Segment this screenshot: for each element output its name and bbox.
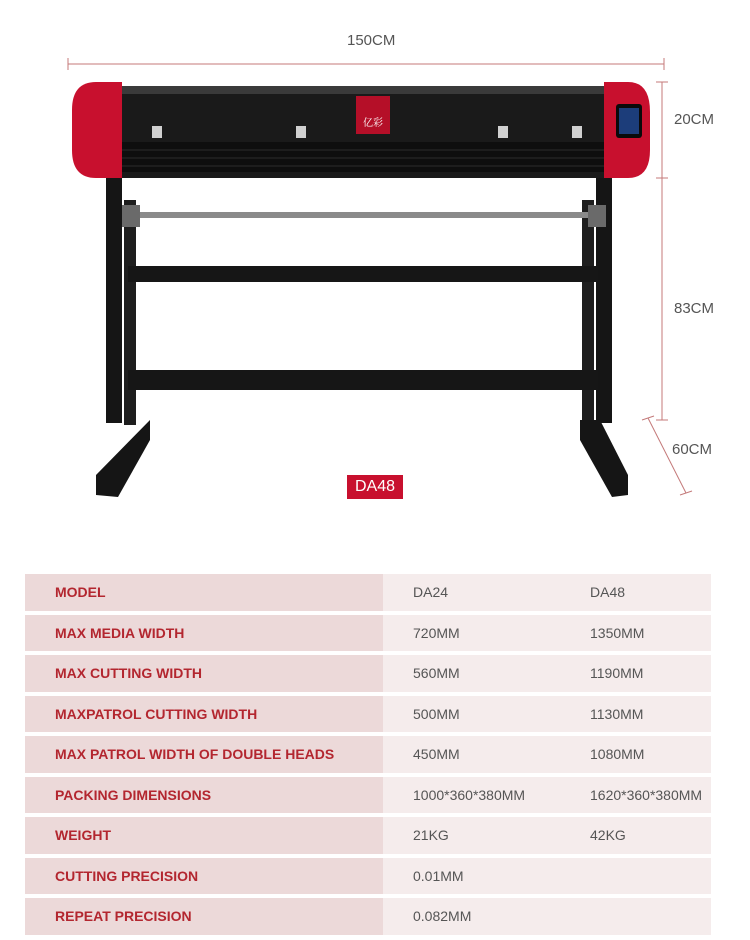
da48-value: DA48 xyxy=(590,574,711,611)
depth-label: 60CM xyxy=(672,441,713,458)
media-rod xyxy=(128,212,598,218)
stand-height-label: 83CM xyxy=(674,300,715,317)
spec-label: CUTTING PRECISION xyxy=(25,858,383,895)
da48-value: 1080MM xyxy=(590,736,711,773)
width-dimension-label: 150CM xyxy=(347,32,396,49)
da24-value: DA24 xyxy=(383,574,590,611)
spec-row xyxy=(25,615,711,652)
head-height-label: 20CM xyxy=(674,111,715,128)
spec-label: MAX PATROL WIDTH OF DOUBLE HEADS xyxy=(25,736,383,773)
spec-label: MAX MEDIA WIDTH xyxy=(25,615,383,652)
da48-value xyxy=(590,858,711,895)
spec-label: MAXPATROL CUTTING WIDTH xyxy=(25,696,383,733)
da24-value: 720MM xyxy=(383,615,590,652)
da48-value: 1130MM xyxy=(590,696,711,733)
da24-value: 500MM xyxy=(383,696,590,733)
da24-value: 0.01MM xyxy=(383,858,590,895)
da48-value: 1620*360*380MM xyxy=(590,777,711,814)
da24-value: 560MM xyxy=(383,655,590,692)
spec-row xyxy=(25,858,711,895)
left-end-cap xyxy=(72,82,122,178)
da24-value: 450MM xyxy=(383,736,590,773)
da24-value: 0.082MM xyxy=(383,898,590,935)
left-leg xyxy=(106,178,122,423)
spec-row xyxy=(25,817,711,854)
left-foot xyxy=(96,420,150,497)
spec-row xyxy=(25,898,711,935)
da48-value: 1190MM xyxy=(590,655,711,692)
spec-label: WEIGHT xyxy=(25,817,383,854)
specification-table xyxy=(25,570,711,939)
da24-value: 1000*360*380MM xyxy=(383,777,590,814)
da48-value: 1350MM xyxy=(590,615,711,652)
spec-label: MODEL xyxy=(25,574,383,611)
right-foot xyxy=(580,420,628,497)
spec-row xyxy=(25,655,711,692)
spec-label: PACKING DIMENSIONS xyxy=(25,777,383,814)
da24-value: 21KG xyxy=(383,817,590,854)
da48-value xyxy=(590,898,711,935)
spec-row xyxy=(25,777,711,814)
spec-row xyxy=(25,696,711,733)
da48-value: 42KG xyxy=(590,817,711,854)
lower-crossbar xyxy=(128,370,598,390)
model-badge: DA48 xyxy=(347,475,403,499)
brand-logo: 亿彩 xyxy=(363,118,383,129)
spec-label: MAX CUTTING WIDTH xyxy=(25,655,383,692)
spec-label: REPEAT PRECISION xyxy=(25,898,383,935)
spec-row xyxy=(25,736,711,773)
upper-crossbar xyxy=(128,266,598,282)
spec-row xyxy=(25,574,711,611)
